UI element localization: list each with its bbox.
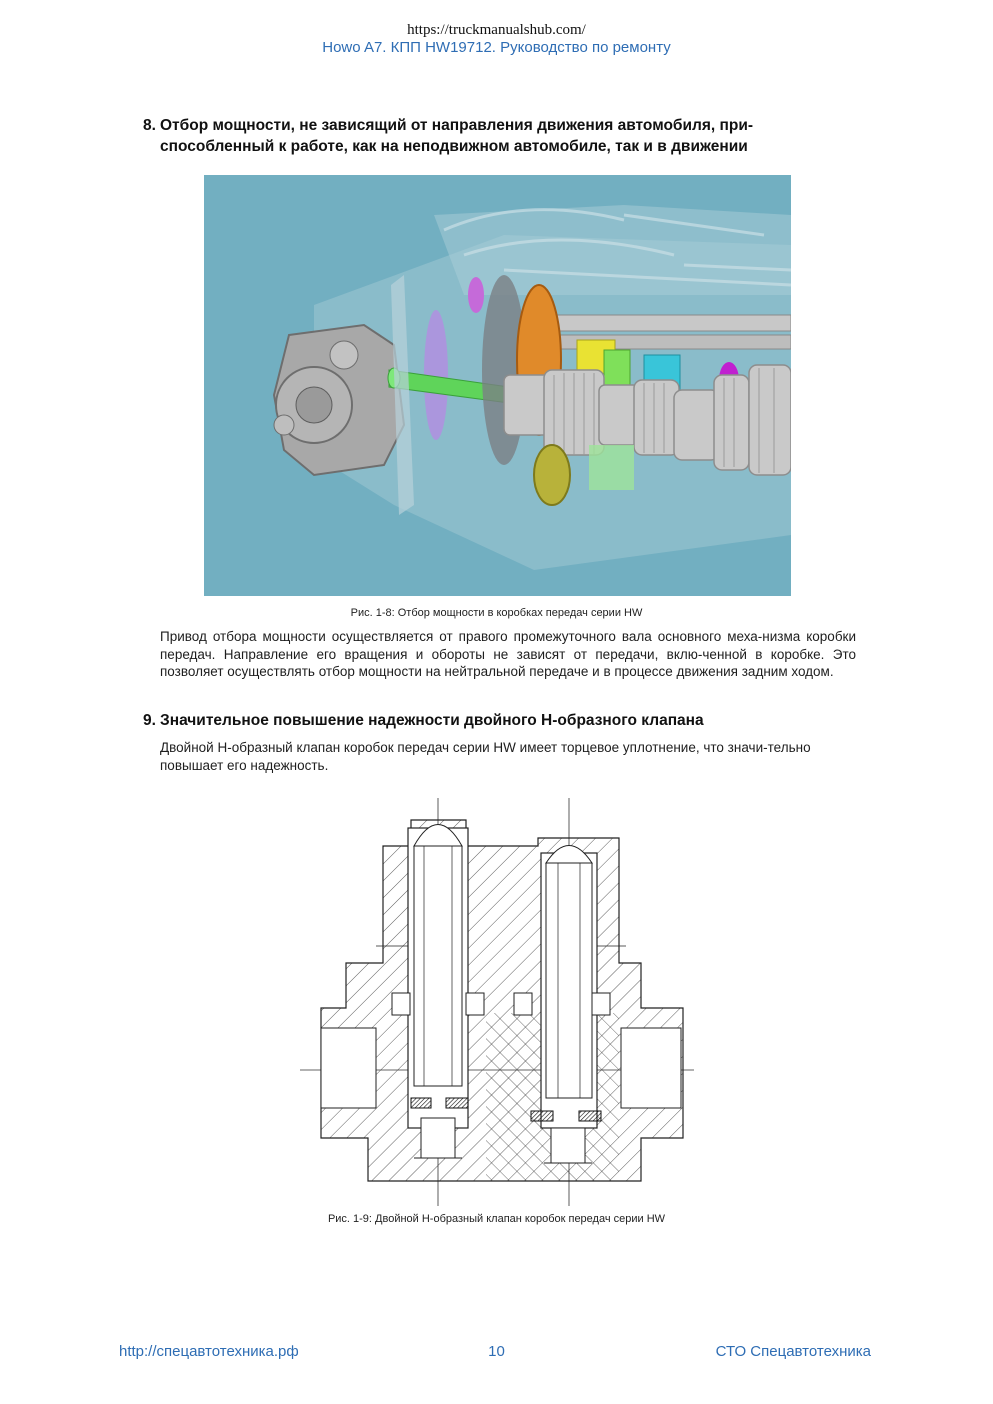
section-9-heading bbox=[143, 712, 858, 730]
section-9-paragraph: Двойной H-образный клапан коробок передач серии HW имеет торцевое уплотнение, что значи-тельно повышает его надежность. bbox=[160, 740, 811, 773]
figure-1-9-caption: Рис. 1-9: Двойной H-образный клапан коробок передач серии HW bbox=[327, 1213, 666, 1225]
section-8-heading bbox=[143, 115, 858, 157]
document-title: Howo A7. КПП HW19712. Руководство по ремонту bbox=[322, 39, 671, 56]
source-url[interactable]: https://truckmanualshub.com/ bbox=[407, 22, 586, 38]
valve-cross-section-diagram bbox=[296, 798, 698, 1206]
footer-company: СТО Спецавтотехника bbox=[715, 1343, 871, 1360]
section-8-heading-line1: Отбор мощности, не зависящий от направления движения автомобиля, при- bbox=[160, 117, 754, 134]
section-8-number: 8. bbox=[143, 117, 156, 134]
pto-gearbox-render-figure bbox=[204, 175, 791, 596]
footer-site-link[interactable]: http://спецавтотехника.рф bbox=[119, 1343, 299, 1360]
double-h-valve-drawing bbox=[296, 798, 698, 1206]
figure-1-8-caption: Рис. 1-8: Отбор мощности в коробках передач серии HW bbox=[350, 607, 643, 619]
page-number: 10 bbox=[488, 1343, 505, 1360]
gearbox-render-illustration bbox=[204, 175, 791, 596]
section-9-heading-text: Значительное повышение надежности двойного H-образного клапана bbox=[160, 712, 704, 729]
section-8-heading-line2: способленный к работе, как на неподвижном автомобиле, так и в движении bbox=[160, 138, 748, 155]
section-8-paragraph: Привод отбора мощности осуществляется от правого промежуточного вала основного меха-низма коробки передач. Направление его вращения и обороты не зависят от передачи, вклю-ченной в коробке. Это позволяет осуществлять отбор мощности на нейтральной передаче и в процессе движения задним ходом. bbox=[160, 629, 856, 679]
section-9-number: 9. bbox=[143, 712, 156, 729]
